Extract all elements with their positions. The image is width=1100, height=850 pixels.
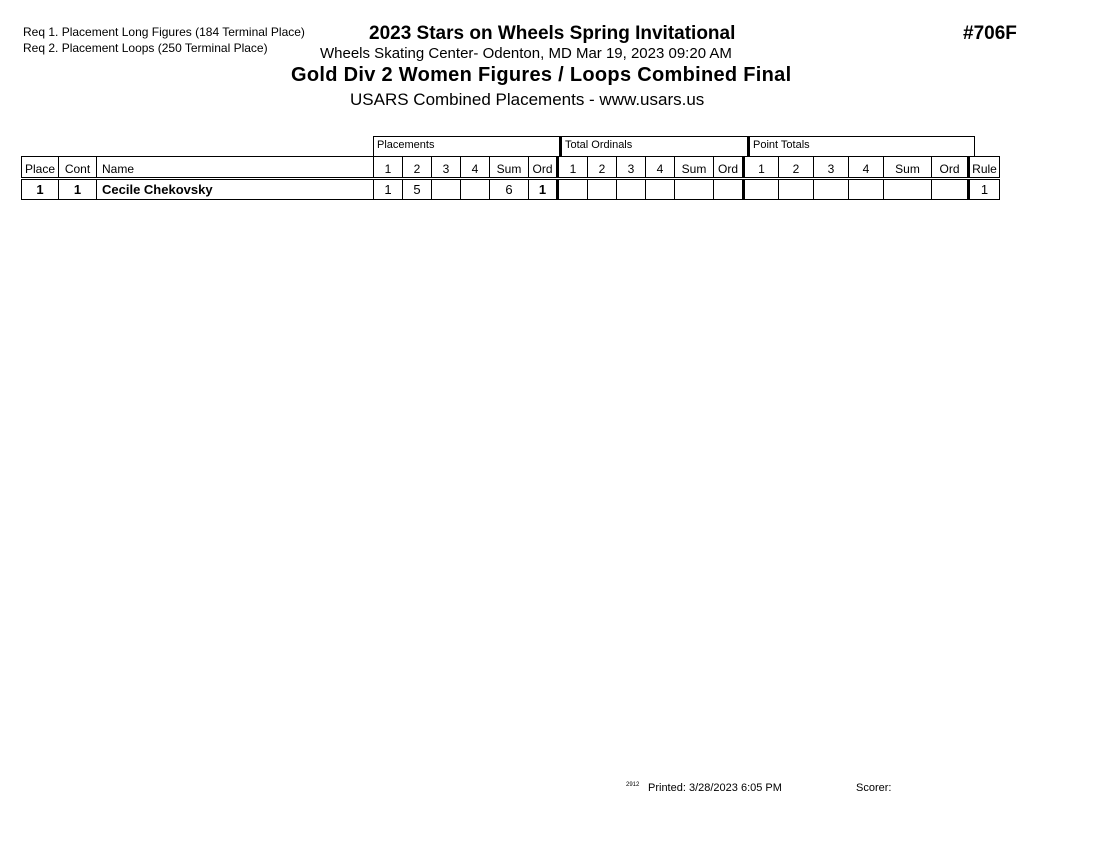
col-header-placement-1: 1	[374, 157, 403, 179]
cell-placement-1: 1	[374, 179, 403, 200]
cell-place: 1	[22, 179, 59, 200]
group-header-total-ordinals: Total Ordinals	[559, 136, 749, 156]
col-header-placement-3: 3	[432, 157, 461, 179]
division-title: Gold Div 2 Women Figures / Loops Combined Final	[291, 64, 792, 86]
cell-points-1	[744, 179, 779, 200]
group-header-point-totals: Point Totals	[747, 136, 975, 156]
cell-ordinals-2	[588, 179, 617, 200]
col-header-points-2: 2	[779, 157, 814, 179]
event-title: 2023 Stars on Wheels Spring Invitational	[369, 23, 736, 44]
table-row	[22, 179, 1000, 200]
subtitle: USARS Combined Placements - www.usars.us	[350, 90, 705, 109]
cell-placement-3	[432, 179, 461, 200]
col-header-ordinals-4: 4	[646, 157, 675, 179]
table-header-row	[22, 157, 1000, 179]
col-header-ordinals-3: 3	[617, 157, 646, 179]
cell-points-sum	[884, 179, 932, 200]
cell-placement-4	[461, 179, 490, 200]
cell-ordinals-1	[558, 179, 588, 200]
col-header-points-3: 3	[814, 157, 849, 179]
cell-name: Cecile Chekovsky	[97, 179, 374, 200]
venue-date-line: Wheels Skating Center- Odenton, MD Mar 19, 2023 09:20 AM	[320, 45, 732, 62]
printed-timestamp: Printed: 3/28/2023 6:05 PM	[648, 782, 782, 794]
cell-ordinals-4	[646, 179, 675, 200]
col-header-placement-sum: Sum	[490, 157, 529, 179]
col-header-placement-ord: Ord	[529, 157, 558, 179]
col-header-ordinals-2: 2	[588, 157, 617, 179]
col-header-ordinals-ord: Ord	[714, 157, 744, 179]
requirement-line-1: Req 1. Placement Long Figures (184 Terminal Place)	[23, 25, 305, 39]
cell-placement-2: 5	[403, 179, 432, 200]
cell-points-2	[779, 179, 814, 200]
cell-points-3	[814, 179, 849, 200]
col-header-points-ord: Ord	[932, 157, 969, 179]
col-header-cont: Cont	[59, 157, 97, 179]
col-header-points-4: 4	[849, 157, 884, 179]
report-code: 2912	[626, 782, 640, 788]
col-header-placement-2: 2	[403, 157, 432, 179]
cell-ordinals-sum	[675, 179, 714, 200]
event-number: #706F	[963, 23, 1017, 44]
col-header-name: Name	[97, 157, 374, 179]
col-header-place: Place	[22, 157, 59, 179]
cell-placement-ord: 1	[529, 179, 558, 200]
cell-placement-sum: 6	[490, 179, 529, 200]
requirement-line-2: Req 2. Placement Loops (250 Terminal Place)	[23, 41, 268, 55]
cell-cont: 1	[59, 179, 97, 200]
cell-ordinals-ord	[714, 179, 744, 200]
scorer-label: Scorer:	[856, 782, 892, 794]
results-table	[21, 156, 1000, 200]
col-header-ordinals-sum: Sum	[675, 157, 714, 179]
col-header-rule: Rule	[969, 157, 1000, 179]
cell-points-ord	[932, 179, 969, 200]
group-header-placements: Placements	[373, 136, 561, 156]
col-header-points-sum: Sum	[884, 157, 932, 179]
cell-rule: 1	[969, 179, 1000, 200]
col-header-ordinals-1: 1	[558, 157, 588, 179]
col-header-points-1: 1	[744, 157, 779, 179]
cell-ordinals-3	[617, 179, 646, 200]
col-header-placement-4: 4	[461, 157, 490, 179]
cell-points-4	[849, 179, 884, 200]
